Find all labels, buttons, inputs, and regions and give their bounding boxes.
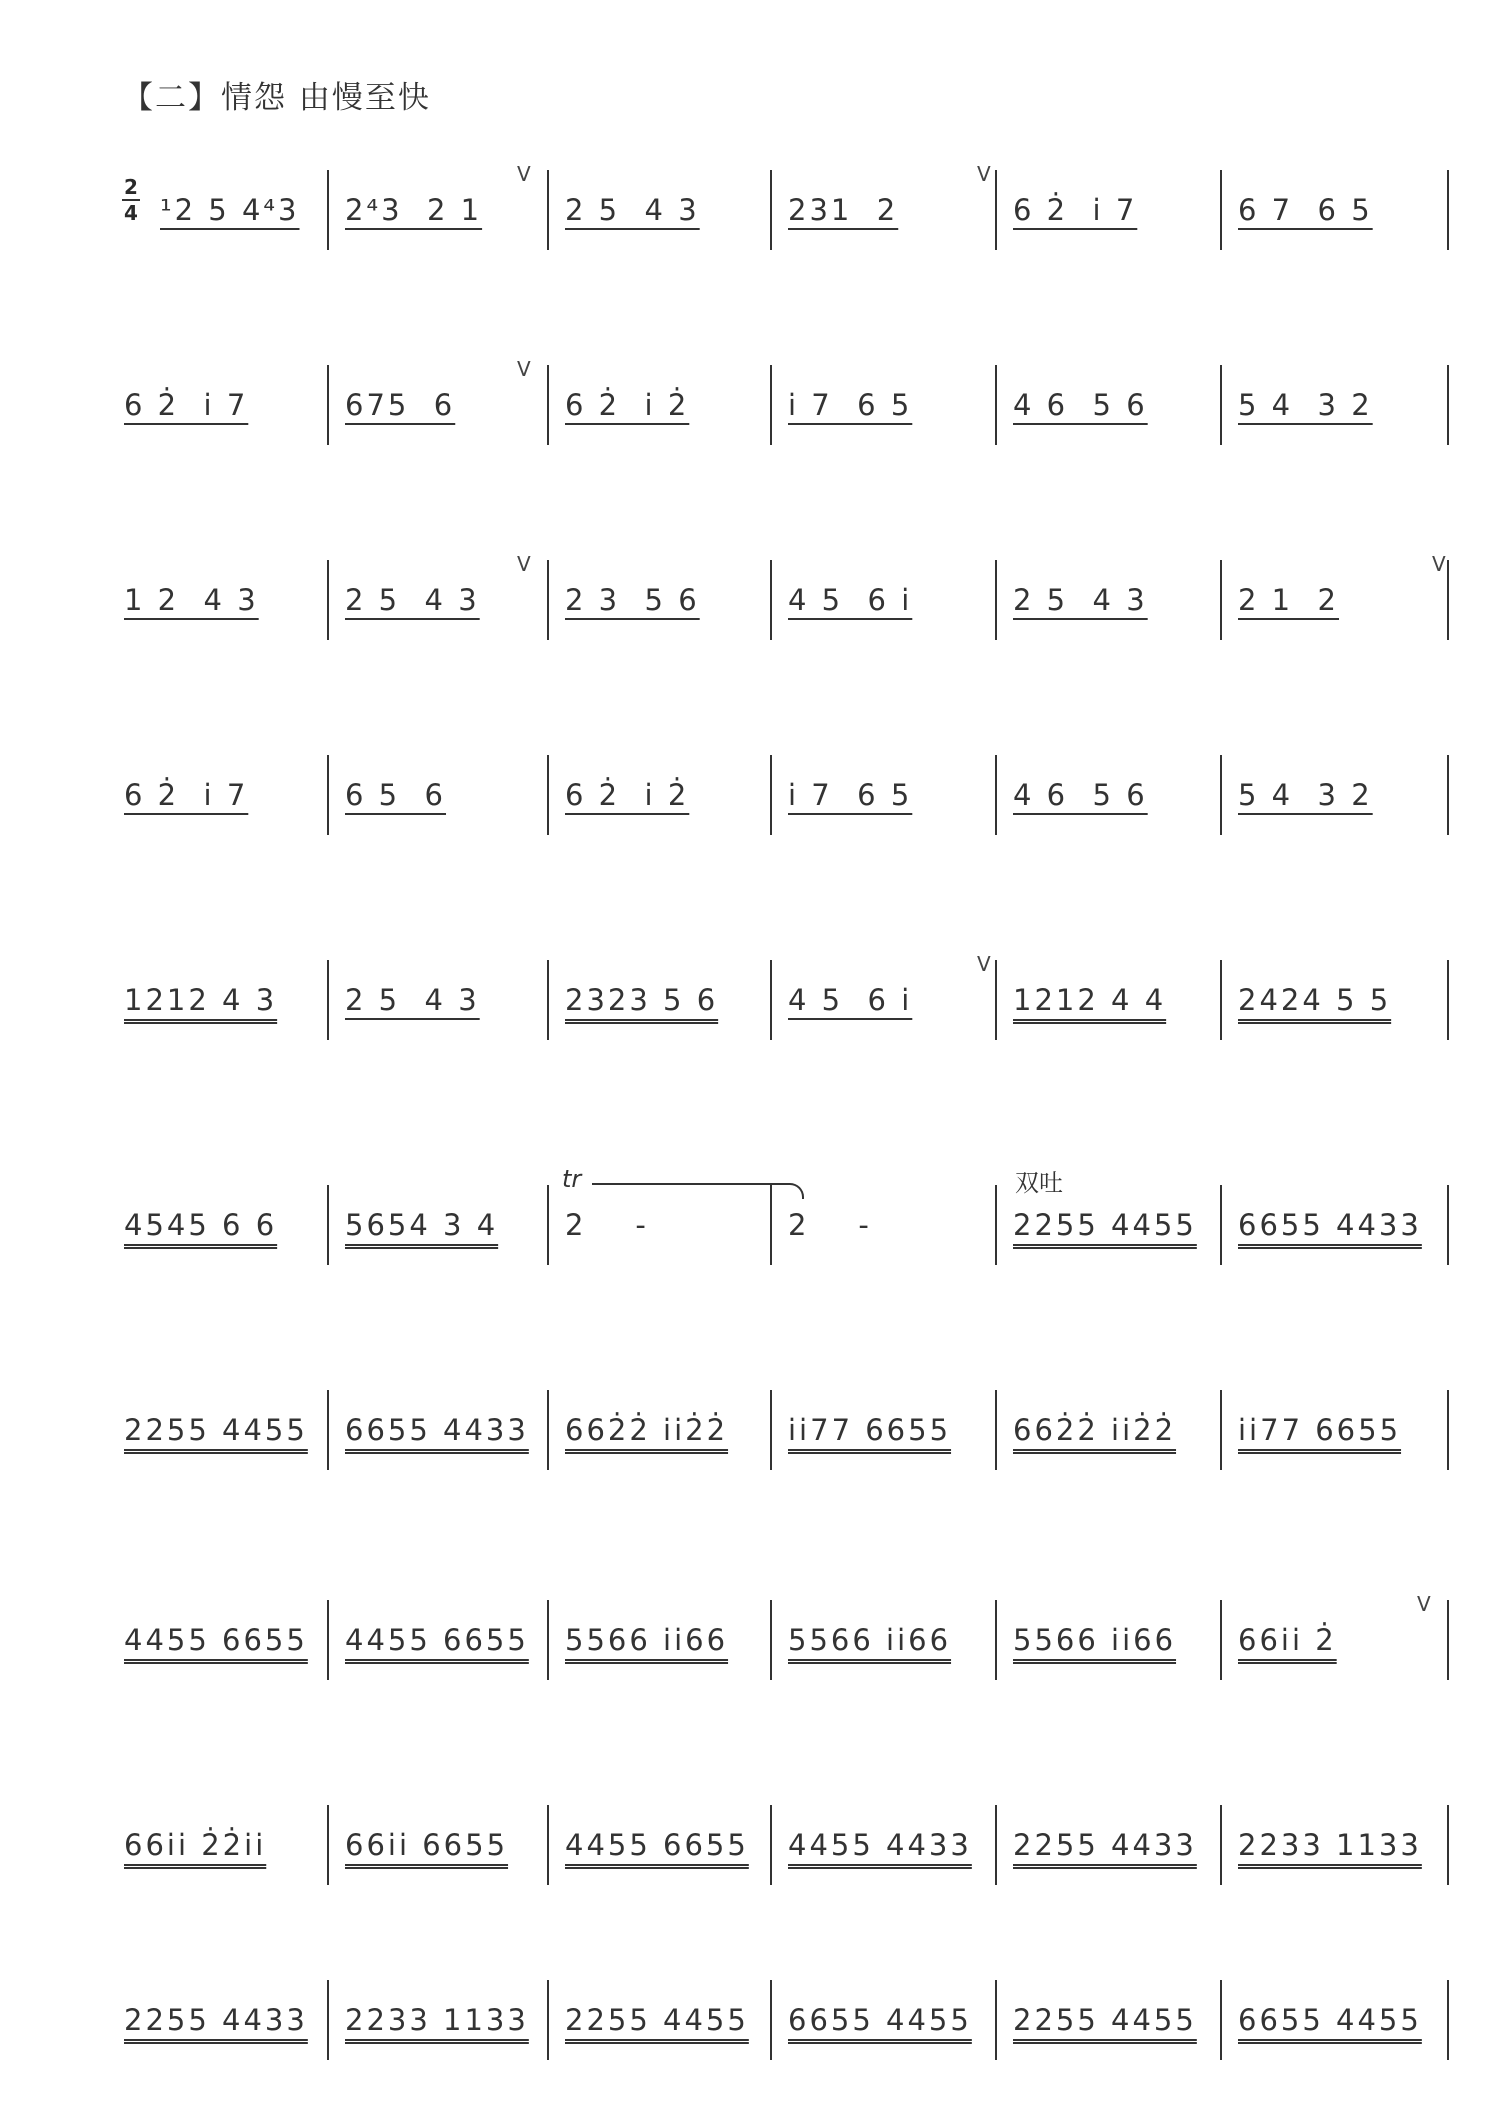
measure — [995, 560, 1220, 640]
measure — [995, 1980, 1220, 2060]
measure — [122, 755, 327, 835]
measure-notes: 2⁴3 2 1 — [345, 193, 483, 227]
score-row — [122, 952, 1452, 1040]
measure — [995, 1600, 1220, 1680]
measure-notes: 2255 4455 — [1013, 2003, 1197, 2037]
measure-notes: 5 4 3 2 — [1238, 388, 1373, 422]
measure — [770, 960, 995, 1040]
measure — [327, 1805, 547, 1885]
measure — [122, 1805, 327, 1885]
measure — [770, 560, 995, 640]
measure — [327, 1390, 547, 1470]
measure — [327, 170, 547, 250]
measure-notes: 5566 i̇i̇66 — [565, 1623, 729, 1657]
measure — [1220, 1600, 1447, 1680]
measure-notes: 4 5 6 i̇ — [788, 583, 913, 617]
barline — [1447, 1390, 1449, 1470]
measure-notes: 2 1 2 — [1238, 583, 1340, 617]
measure-notes: 2 5 4 3 — [565, 193, 700, 227]
measure — [995, 170, 1220, 250]
trill-mark: tr — [562, 1165, 582, 1193]
measure-notes: 2255 4433 — [1013, 1828, 1197, 1862]
measure — [770, 170, 995, 250]
barline — [1447, 1185, 1449, 1265]
measure-notes: 6655 4433 — [1238, 1208, 1422, 1242]
measure — [547, 170, 770, 250]
measure — [770, 1980, 995, 2060]
measure-notes: 4545 6 6 — [124, 1208, 278, 1242]
measure-notes: 4 6 5 6 — [1013, 388, 1148, 422]
measure-notes: 2 3 5 6 — [565, 583, 700, 617]
measure-notes: 662̇2̇ i̇i̇2̇2̇ — [565, 1413, 729, 1447]
measure-notes: 6 7 6 5 — [1238, 193, 1373, 227]
measure — [327, 1980, 547, 2060]
score-row — [122, 1165, 1452, 1265]
measure-notes: 231 2 — [788, 193, 899, 227]
measure — [1220, 1185, 1447, 1265]
barline — [1447, 365, 1449, 445]
score-row — [122, 1390, 1452, 1470]
measure — [770, 1390, 995, 1470]
section-title: 【二】情怨 由慢至快 — [122, 80, 431, 116]
breath-mark: V — [517, 357, 531, 381]
measure — [770, 365, 995, 445]
measure — [1220, 1980, 1447, 2060]
measure-notes: 4455 6655 — [345, 1623, 529, 1657]
measure — [327, 1600, 547, 1680]
score-row — [122, 357, 1452, 445]
score-row — [122, 1980, 1452, 2060]
measure-notes: 2233 1133 — [1238, 1828, 1422, 1862]
measure — [770, 1805, 995, 1885]
measure — [1220, 1390, 1447, 1470]
measure-notes: 2323 5 6 — [565, 983, 719, 1017]
measure — [122, 1980, 327, 2060]
barline — [1447, 560, 1449, 640]
barline — [1447, 170, 1449, 250]
measure — [327, 365, 547, 445]
breath-mark: V — [1432, 552, 1446, 576]
measure-notes: 675 6 — [345, 388, 456, 422]
measure — [1220, 1805, 1447, 1885]
score-row — [122, 1592, 1452, 1680]
measure — [327, 755, 547, 835]
barline — [1447, 960, 1449, 1040]
measure — [770, 1600, 995, 1680]
barline — [1447, 1600, 1449, 1680]
measure-notes: 66i̇i̇ 2̇ — [1238, 1623, 1337, 1657]
measure — [995, 755, 1220, 835]
measure — [1220, 560, 1447, 640]
measure — [122, 1390, 327, 1470]
measure — [1220, 755, 1447, 835]
measure — [547, 1805, 770, 1885]
measure — [547, 1600, 770, 1680]
measure — [547, 1390, 770, 1470]
measure — [1220, 170, 1447, 250]
measure — [547, 960, 770, 1040]
measure-notes: i̇i̇77 6655 — [1238, 1413, 1402, 1447]
measure — [1220, 960, 1447, 1040]
measure-notes: 4455 6655 — [124, 1623, 308, 1657]
measure-notes: 4 5 6 i̇ — [788, 983, 913, 1017]
measure-notes: 1 2 4 3 — [124, 583, 259, 617]
measure — [327, 960, 547, 1040]
measure — [122, 170, 327, 250]
measure — [122, 365, 327, 445]
measure-notes: 6 2̇ i̇ 7 — [1013, 193, 1138, 227]
breath-mark: V — [517, 552, 531, 576]
measure-notes: 6 2̇ i̇ 2̇ — [565, 778, 690, 812]
measure-notes: 2 5 4 3 — [345, 583, 480, 617]
measure-notes: ¹2 5 4⁴3 — [160, 193, 300, 227]
measure-notes: 1212 4 4 — [1013, 983, 1167, 1017]
measure — [547, 365, 770, 445]
measure — [327, 560, 547, 640]
measure-notes: 66i̇i̇ 2̇2̇i̇i̇ — [124, 1828, 267, 1862]
breath-mark: V — [1417, 1592, 1431, 1616]
measure — [327, 1185, 547, 1265]
measure-notes: 2255 4455 — [1013, 1208, 1197, 1242]
measure-notes: 5654 3 4 — [345, 1208, 499, 1242]
measure — [122, 560, 327, 640]
measure — [1220, 365, 1447, 445]
time-signature-bottom: 4 — [124, 201, 138, 225]
measure — [995, 960, 1220, 1040]
measure-notes: 2 5 4 3 — [1013, 583, 1148, 617]
score-row — [122, 162, 1452, 250]
trill-line — [592, 1183, 804, 1199]
double-tongue-mark: 双吐 — [1015, 1169, 1063, 1197]
measure-notes: i̇i̇77 6655 — [788, 1413, 952, 1447]
measure — [995, 365, 1220, 445]
measure-notes: 2255 4433 — [124, 2003, 308, 2037]
measure-notes: 4 6 5 6 — [1013, 778, 1148, 812]
measure-notes: 2 5 4 3 — [345, 983, 480, 1017]
measure — [995, 1390, 1220, 1470]
measure — [547, 560, 770, 640]
barline — [1447, 1980, 1449, 2060]
measure-notes: 6655 4433 — [345, 1413, 529, 1447]
measure-notes: 1212 4 3 — [124, 983, 278, 1017]
measure-notes: 6 5 6 — [345, 778, 447, 812]
measure-notes: i̇ 7 6 5 — [788, 778, 913, 812]
score-row — [122, 1805, 1452, 1885]
measure-notes: 662̇2̇ i̇i̇2̇2̇ — [1013, 1413, 1177, 1447]
measure-notes: 6 2̇ i̇ 2̇ — [565, 388, 690, 422]
measure-notes: 5566 i̇i̇66 — [788, 1623, 952, 1657]
breath-mark: V — [977, 952, 991, 976]
measure-notes: 5 4 3 2 — [1238, 778, 1373, 812]
measure-notes: 6 2̇ i̇ 7 — [124, 778, 249, 812]
measure — [770, 755, 995, 835]
measure — [995, 1805, 1220, 1885]
breath-mark: V — [517, 162, 531, 186]
time-signature — [122, 176, 140, 224]
measure-notes: 2 - — [565, 1208, 649, 1242]
measure-notes: 4455 6655 — [565, 1828, 749, 1862]
measure-notes: i̇ 7 6 5 — [788, 388, 913, 422]
measure — [547, 1980, 770, 2060]
measure-notes: 4455 4433 — [788, 1828, 972, 1862]
score-row — [122, 552, 1452, 640]
breath-mark: V — [977, 162, 991, 186]
measure-notes: 66i̇i̇ 6655 — [345, 1828, 509, 1862]
time-signature-top: 2 — [124, 175, 138, 199]
measure-notes: 2424 5 5 — [1238, 983, 1392, 1017]
measure-notes: 2233 1133 — [345, 2003, 529, 2037]
measure-notes: 2255 4455 — [124, 1413, 308, 1447]
measure — [122, 960, 327, 1040]
measure-notes: 2255 4455 — [565, 2003, 749, 2037]
measure — [122, 1600, 327, 1680]
barline — [1447, 755, 1449, 835]
measure-notes: 6655 4455 — [1238, 2003, 1422, 2037]
measure — [122, 1185, 327, 1265]
measure-notes: 2 - — [788, 1208, 872, 1242]
measure-notes: 6655 4455 — [788, 2003, 972, 2037]
measure-notes: 6 2̇ i̇ 7 — [124, 388, 249, 422]
score-row — [122, 755, 1452, 835]
measure — [547, 755, 770, 835]
barline — [1447, 1805, 1449, 1885]
measure-notes: 5566 i̇i̇66 — [1013, 1623, 1177, 1657]
